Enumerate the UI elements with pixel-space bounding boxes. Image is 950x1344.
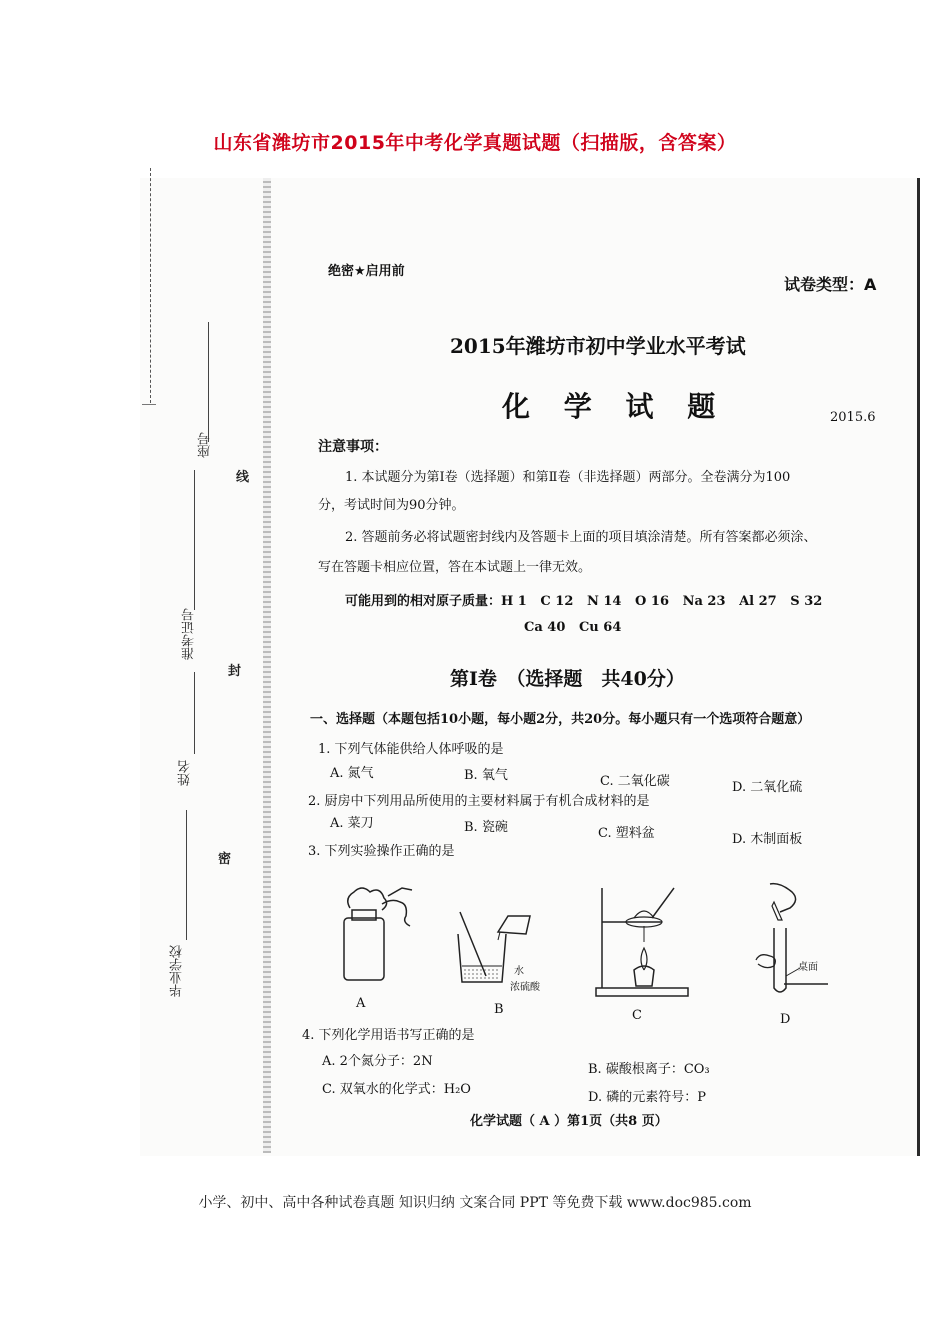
figure-d-label: D <box>780 1012 791 1027</box>
exam-date: 2015.6 <box>830 410 876 425</box>
figure-b-label: B <box>494 1002 504 1017</box>
question-1-option-a: A. 氮气 <box>330 766 374 781</box>
question-2-option-d: D. 木制面板 <box>732 832 803 847</box>
question-4-option-c: C. 双氧水的化学式：H₂O <box>322 1082 471 1097</box>
question-1-stem: 1. 下列气体能供给人体呼吸的是 <box>318 742 504 757</box>
note-1-line-2: 分，考试时间为90分钟。 <box>318 498 465 513</box>
notes-heading: 注意事项： <box>318 439 388 455</box>
note-2-line-1: 2. 答题前务必将试题密封线内及答题卡上面的项目填涂清楚。所有答案都必须涂、 <box>345 530 817 545</box>
seal-seal-char: 封 <box>228 664 242 679</box>
figure-d-dropper <box>740 880 830 1000</box>
label-acid: 浓硫酸 <box>510 982 540 993</box>
secret-mark: 绝密★启用前 <box>328 264 405 279</box>
seat-fill-line <box>208 322 209 442</box>
school-label: 毕业学校 <box>170 945 185 997</box>
site-footer: 小学、初中、高中各种试卷真题 知识归纳 文案合同 PPT 等免费下载 www.doc985.com <box>198 1195 752 1211</box>
question-2-stem: 2. 厨房中下列用品所使用的主要材料属于有机合成材料的是 <box>308 794 650 809</box>
figure-c-heating-setup <box>592 882 692 1002</box>
document-title: 山东省潍坊市2015年中考化学真题试题（扫描版，含答案） <box>213 132 737 154</box>
binding-tick <box>142 404 156 405</box>
question-4-option-d: D. 磷的元素符号：P <box>588 1090 706 1105</box>
question-1-option-d: D. 二氧化硫 <box>732 780 803 795</box>
section-instructions: 一、选择题（本题包括10小题，每小题2分，共20分。每小题只有一个选项符合题意） <box>310 712 811 727</box>
figure-a-label: A <box>356 996 366 1011</box>
question-4-option-a: A. 2个氮分子：2N <box>322 1054 433 1069</box>
question-4-stem: 4. 下列化学用语书写正确的是 <box>302 1028 475 1043</box>
figure-c-label: C <box>632 1008 642 1023</box>
exam-page-footer: 化学试题（ A ）第1页（共8 页） <box>470 1114 668 1129</box>
note-1-line-1: 1. 本试题分为第Ⅰ卷（选择题）和第Ⅱ卷（非选择题）两部分。全卷满分为100 <box>345 470 791 485</box>
atomic-masses-line-2: Ca 40 Cu 64 <box>524 620 622 635</box>
question-2-option-b: B. 瓷碗 <box>464 820 508 835</box>
note-2-line-2: 写在答题卡相应位置，答在本试题上一律无效。 <box>318 560 592 575</box>
seal-line-char: 线 <box>236 470 250 485</box>
question-1-option-c: C. 二氧化碳 <box>600 774 670 789</box>
atomic-masses-line-1: 可能用到的相对原子质量：H 1 C 12 N 14 O 16 Na 23 Al 27 S 32 <box>345 594 823 609</box>
binding-dashed-line <box>150 168 151 403</box>
question-3-stem: 3. 下列实验操作正确的是 <box>308 844 455 859</box>
question-1-option-b: B. 氧气 <box>464 768 508 783</box>
exam-title: 2015年潍坊市初中学业水平考试 <box>450 334 746 358</box>
scan-edge-shadow <box>263 178 271 1153</box>
school-fill-line <box>186 810 187 940</box>
question-2-option-c: C. 塑料盆 <box>598 826 655 841</box>
ticket-fill-line <box>194 470 195 610</box>
seat-label: 座号 <box>198 432 213 458</box>
seal-secret-char: 密 <box>218 852 232 867</box>
paper-type: 试卷类型：A <box>784 275 877 294</box>
label-water: 水 <box>514 966 524 977</box>
subject-title: 化 学 试 题 <box>502 390 728 423</box>
name-label: 姓名 <box>178 760 193 786</box>
section-title: 第Ⅰ卷 （选择题 共40分） <box>450 668 685 690</box>
figure-a-smell-gas <box>330 880 420 995</box>
question-2-option-a: A. 菜刀 <box>330 816 374 831</box>
question-4-option-b: B. 碳酸根离子：CO₃ <box>588 1062 710 1077</box>
name-fill-line <box>194 672 195 754</box>
ticket-label: 准考证号 <box>182 608 197 660</box>
label-desk: 桌面 <box>798 962 818 973</box>
